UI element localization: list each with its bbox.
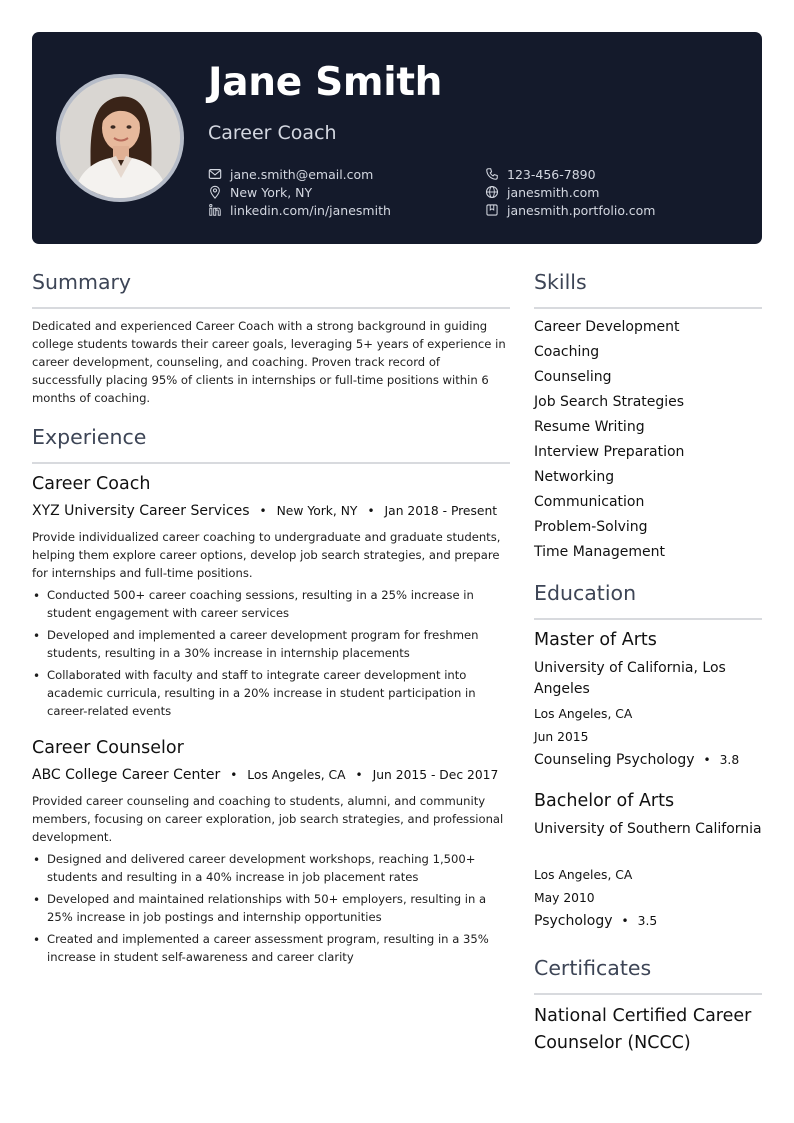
meta-separator: • [621,914,629,928]
education-heading: Education [534,581,637,605]
education-school: University of Southern California [534,821,762,837]
contact-linkedin-text: linkedin.com/in/janesmith [230,202,391,218]
achievement-item: • Developed and maintained relationships with 50+ employers, resulting in a 25% increase in job postings and internship opportunities [32,890,512,926]
job-title: Career Counselor [32,738,184,758]
contact-location-text: New York, NY [230,184,313,200]
candidate-name: Jane Smith [208,60,443,105]
contact-linkedin[interactable] [208,202,391,218]
meta-separator: • [355,768,363,782]
skill-item: Communication [534,494,645,510]
contact-website[interactable] [485,184,599,200]
meta-separator: • [367,504,375,518]
contact-portfolio-text: janesmith.portfolio.com [507,202,656,218]
meta-separator: • [259,504,267,518]
globe-icon [485,185,499,199]
summary-divider [32,307,510,309]
skill-item: Time Management [534,544,665,560]
job-dates: Jun 2015 - Dec 2017 [372,768,499,782]
skill-item: Coaching [534,344,600,360]
contact-email[interactable] [208,166,373,182]
candidate-title: Career Coach [208,122,337,144]
resume-header [32,32,762,244]
job-title: Career Coach [32,474,151,494]
job-meta [32,503,497,519]
skill-item: Interview Preparation [534,444,685,460]
summary-text: Dedicated and experienced Career Coach with a strong background in guiding college students towards their career goals, leveraging 5+ years of experience in career development, counseling, and coaching. Proven track record of successfully placing 95% of clients in internships or full-time positions within 6 months of coaching. [32,319,506,405]
experience-heading: Experience [32,425,147,449]
experience-divider [32,462,510,464]
job-company: XYZ University Career Services [32,503,250,519]
job-location: New York, NY [276,504,358,518]
job-description: Provided career counseling and coaching to students, alumni, and community members, focusing on career exploration, job search strategies, and professional development. [32,794,504,844]
education-divider [534,618,762,620]
certificates-divider [534,993,762,995]
job-location: Los Angeles, CA [247,768,346,782]
skill-item: Resume Writing [534,419,645,435]
skills-list [534,316,762,566]
skill-item: Counseling [534,369,612,385]
education-gpa: 3.5 [637,914,658,928]
portfolio-icon [485,203,499,217]
skill-item: Career Development [534,319,680,335]
job-company: ABC College Career Center [32,767,221,783]
linkedin-icon [208,203,222,217]
skill-item: Problem-Solving [534,519,648,535]
achievement-item: • Created and implemented a career assessment program, resulting in a 35% increase in student self-awareness and career clarity [32,930,512,966]
certificate-item: National Certified Career Counselor (NCCC) [534,1006,752,1053]
education-location: Los Angeles, CA [534,868,633,882]
achievement-item: • Conducted 500+ career coaching sessions, resulting in a 25% increase in student engagement with career services [32,586,512,622]
education-date: May 2010 [534,891,595,905]
map-pin-icon [208,185,222,199]
contact-portfolio[interactable] [485,202,655,218]
achievement-item: • Developed and implemented a career development program for freshmen students, resulting in a 30% increase in internship placements [32,626,512,662]
education-degree: Bachelor of Arts [534,791,675,811]
education-field: Psychology [534,913,613,929]
education-field-row [534,913,657,929]
contact-location [208,184,312,200]
job-dates: Jan 2018 - Present [384,504,498,518]
education-field-row [534,752,739,768]
skill-item: Networking [534,469,615,485]
job-achievements [32,586,512,724]
job-meta [32,767,498,783]
skills-heading: Skills [534,270,587,294]
education-location: Los Angeles, CA [534,707,633,721]
meta-separator: • [703,753,711,767]
contact-website-text: janesmith.com [507,184,600,200]
education-degree: Master of Arts [534,630,657,650]
achievement-item: • Designed and delivered career development workshops, reaching 1,500+ students and resulting in a 40% increase in job placement rates [32,850,512,886]
skill-item: Job Search Strategies [534,394,685,410]
phone-icon [485,167,499,181]
skills-divider [534,307,762,309]
contact-email-text: jane.smith@email.com [230,166,374,182]
profile-photo [56,74,184,202]
contact-phone[interactable] [485,166,596,182]
education-field: Counseling Psychology [534,752,695,768]
education-school: University of California, Los Angeles [534,660,726,697]
summary-heading: Summary [32,270,132,294]
meta-separator: • [230,768,238,782]
education-gpa: 3.8 [719,753,740,767]
education-date: Jun 2015 [534,730,589,744]
mail-icon [208,167,222,181]
certificates-heading: Certificates [534,956,652,980]
contact-phone-text: 123-456-7890 [507,166,596,182]
achievement-item: • Collaborated with faculty and staff to integrate career development into academic curricula, resulting in a 20% increase in student participation in career-related events [32,666,512,720]
job-achievements [32,850,512,970]
job-description: Provide individualized career coaching to undergraduate and graduate students, helping them explore career options, develop job search strategies, and prepare for internships and full-time positions. [32,530,501,580]
